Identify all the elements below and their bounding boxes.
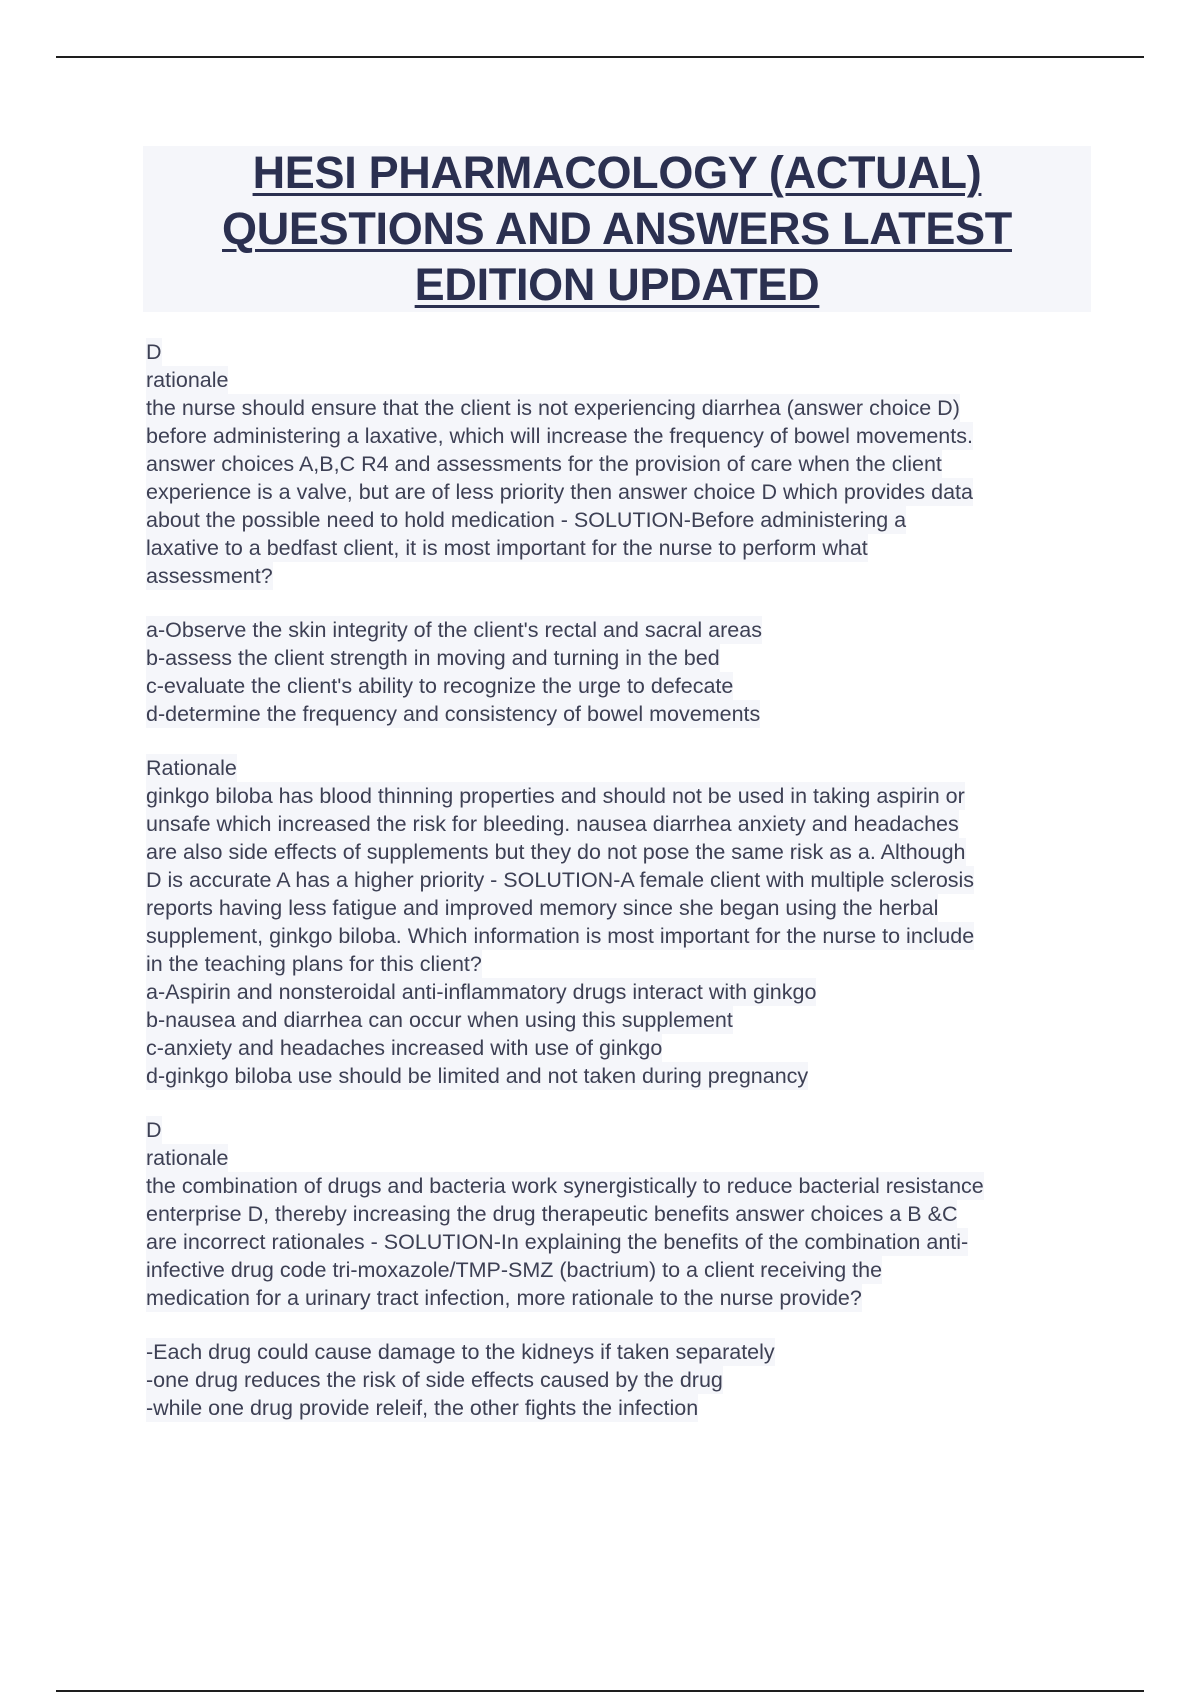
title-line: EDITION UPDATED bbox=[414, 259, 820, 310]
title-line: HESI PHARMACOLOGY (ACTUAL) bbox=[252, 147, 982, 198]
option-line: a-Aspirin and nonsteroidal anti-inflammatory drugs interact with ginkgo bbox=[146, 980, 817, 1004]
text-line: are incorrect rationales - SOLUTION-In explaining the benefits of the combination anti- bbox=[146, 1230, 969, 1254]
answer-options-block bbox=[146, 616, 1096, 728]
title-banner bbox=[143, 146, 1091, 312]
text-line: in the teaching plans for this client? bbox=[146, 952, 482, 976]
option-line: a-Observe the skin integrity of the client's rectal and sacral areas bbox=[146, 618, 762, 642]
answer-rationale-block bbox=[146, 1116, 1096, 1312]
text-line: answer choices A,B,C R4 and assessments for the provision of care when the client bbox=[146, 452, 942, 476]
text-line: the nurse should ensure that the client is not experiencing diarrhea (answer choice D) bbox=[146, 396, 960, 420]
option-line: b-nausea and diarrhea can occur when using this supplement bbox=[146, 1008, 733, 1032]
text-line: supplement, ginkgo biloba. Which information is most important for the nurse to include bbox=[146, 924, 975, 948]
text-line: rationale bbox=[146, 368, 229, 392]
paragraph-gap bbox=[146, 1312, 1096, 1338]
text-line: Rationale bbox=[146, 756, 237, 780]
text-line: enterprise D, thereby increasing the drug therapeutic benefits answer choices a B &C bbox=[146, 1202, 958, 1226]
text-line: D bbox=[146, 340, 162, 364]
answer-rationale-block bbox=[146, 754, 1096, 1090]
header-rule bbox=[56, 56, 1144, 58]
text-line: before administering a laxative, which will increase the frequency of bowel movements. bbox=[146, 424, 973, 448]
option-line: c-evaluate the client's ability to recognize the urge to defecate bbox=[146, 674, 734, 698]
option-line: d-determine the frequency and consistency of bowel movements bbox=[146, 702, 761, 726]
option-line: -while one drug provide releif, the other fights the infection bbox=[146, 1396, 699, 1420]
text-line: the combination of drugs and bacteria work synergistically to reduce bacterial resistance bbox=[146, 1174, 984, 1198]
paragraph-gap bbox=[146, 590, 1096, 616]
footer-rule bbox=[56, 1690, 1144, 1692]
text-line: experience is a valve, but are of less priority then answer choice D which provides data bbox=[146, 480, 973, 504]
option-line: d-ginkgo biloba use should be limited and not taken during pregnancy bbox=[146, 1064, 809, 1088]
text-line: reports having less fatigue and improved memory since she began using the herbal bbox=[146, 896, 939, 920]
document-title bbox=[222, 145, 1012, 313]
answer-options-block bbox=[146, 1338, 1096, 1422]
option-line: b-assess the client strength in moving and turning in the bed bbox=[146, 646, 720, 670]
paragraph-gap bbox=[146, 1090, 1096, 1116]
text-line: rationale bbox=[146, 1146, 229, 1170]
option-line: -one drug reduces the risk of side effects caused by the drug bbox=[146, 1368, 723, 1392]
text-line: D bbox=[146, 1118, 162, 1142]
text-line: assessment? bbox=[146, 564, 273, 588]
title-line: QUESTIONS AND ANSWERS LATEST bbox=[222, 203, 1012, 254]
text-line: infective drug code tri-moxazole/TMP-SMZ (bactrium) to a client receiving the bbox=[146, 1258, 883, 1282]
text-line: are also side effects of supplements but they do not pose the same risk as a. Although bbox=[146, 840, 966, 864]
answer-rationale-block bbox=[146, 338, 1096, 590]
text-line: laxative to a bedfast client, it is most important for the nurse to perform what bbox=[146, 536, 868, 560]
text-line: D is accurate A has a higher priority - SOLUTION-A female client with multiple sclerosis bbox=[146, 868, 975, 892]
paragraph-gap bbox=[146, 728, 1096, 754]
option-line: -Each drug could cause damage to the kidneys if taken separately bbox=[146, 1340, 775, 1364]
text-line: ginkgo biloba has blood thinning properties and should not be used in taking aspirin or bbox=[146, 784, 965, 808]
text-line: unsafe which increased the risk for bleeding. nausea diarrhea anxiety and headaches bbox=[146, 812, 959, 836]
text-line: about the possible need to hold medication - SOLUTION-Before administering a bbox=[146, 508, 907, 532]
document-body bbox=[146, 338, 1096, 1422]
text-line: medication for a urinary tract infection, more rationale to the nurse provide? bbox=[146, 1286, 862, 1310]
option-line: c-anxiety and headaches increased with use of ginkgo bbox=[146, 1036, 663, 1060]
